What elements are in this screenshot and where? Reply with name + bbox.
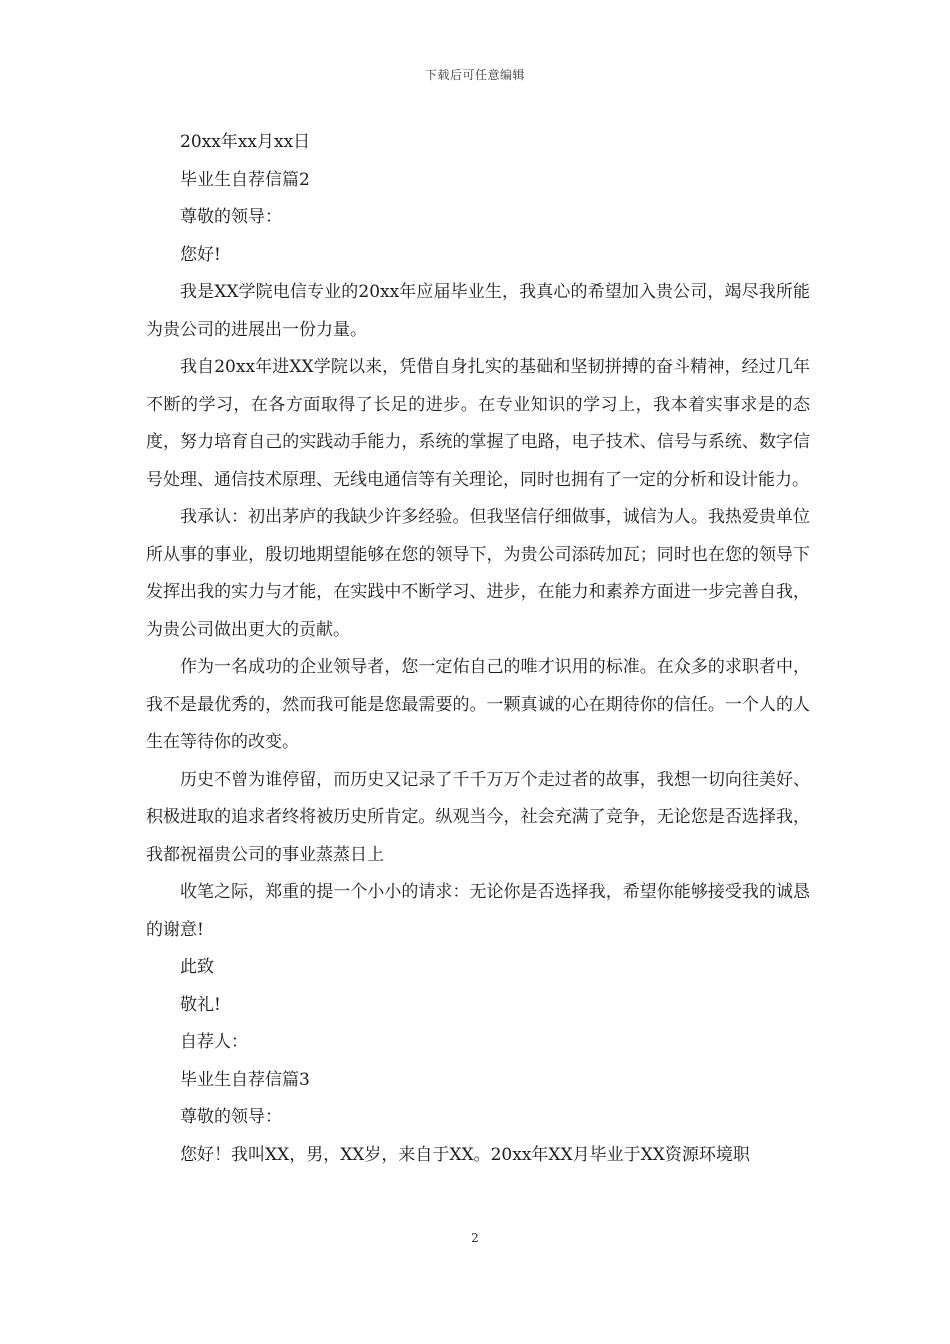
section-title: 毕业生自荐信篇3	[180, 1069, 310, 1090]
body-paragraph: 我是XX学院电信专业的20xx年应届毕业生，我真心的希望加入贵公司，竭尽我所能为贵公司的进展出一份力量。	[146, 282, 810, 340]
greeting: 您好!	[180, 244, 221, 265]
page-header-note: 下载后可任意编辑	[424, 68, 525, 82]
letter-body	[146, 124, 810, 1174]
signature-label: 自荐人：	[180, 1032, 248, 1052]
body-paragraph: 您好！我叫XX，男，XX岁，来自于XX。20xx年XX月毕业于XX资源环境职	[180, 1144, 750, 1165]
body-paragraph: 历史不曾为谁停留，而历史又记录了千千万万个走过者的故事，我想一切向往美好、积极进取的追求者终将被历史所肯定。纵观当今，社会充满了竞争，无论您是否选择我，我都祝福贵公司的事业蒸蒸日上	[146, 769, 810, 865]
closing-line: 此致	[180, 957, 214, 977]
page-number: 2	[471, 1231, 479, 1245]
body-paragraph: 我自20xx年进XX学院以来，凭借自身扎实的基础和坚韧拼搏的奋斗精神，经过几年不断的学习，在各方面取得了长足的进步。在专业知识的学习上，我本着实事求是的态度，努力培育自己的实践动手能力，系统的掌握了电路，电子技术、信号与系统、数字信号处理、通信技术原理、无线电通信等有关理论，同时也拥有了一定的分析和设计能力。	[146, 357, 810, 490]
closing-regards: 敬礼!	[180, 994, 221, 1015]
body-paragraph: 我承认：初出茅庐的我缺少许多经验。但我坚信仔细做事，诚信为人。我热爱贵单位所从事的事业，殷切地期望能够在您的领导下，为贵公司添砖加瓦；同时也在您的领导下发挥出我的实力与才能，在实践中不断学习、进步，在能力和素养方面进一步完善自我，为贵公司做出更大的贡献。	[146, 507, 810, 640]
body-paragraph: 作为一名成功的企业领导者，您一定佑自己的唯才识用的标准。在众多的求职者中，我不是最优秀的，然而我可能是您最需要的。一颗真诚的心在期待你的信任。一个人的人生在等待你的改变。	[146, 657, 810, 752]
letter-date: 20xx年xx月xx日	[180, 132, 311, 152]
salutation: 尊敬的领导：	[180, 207, 282, 227]
section-title: 毕业生自荐信篇2	[180, 169, 310, 190]
body-paragraph: 收笔之际，郑重的提一个小小的请求：无论你是否选择我，希望你能够接受我的诚恳的谢意!	[146, 882, 810, 940]
salutation: 尊敬的领导：	[180, 1107, 282, 1127]
